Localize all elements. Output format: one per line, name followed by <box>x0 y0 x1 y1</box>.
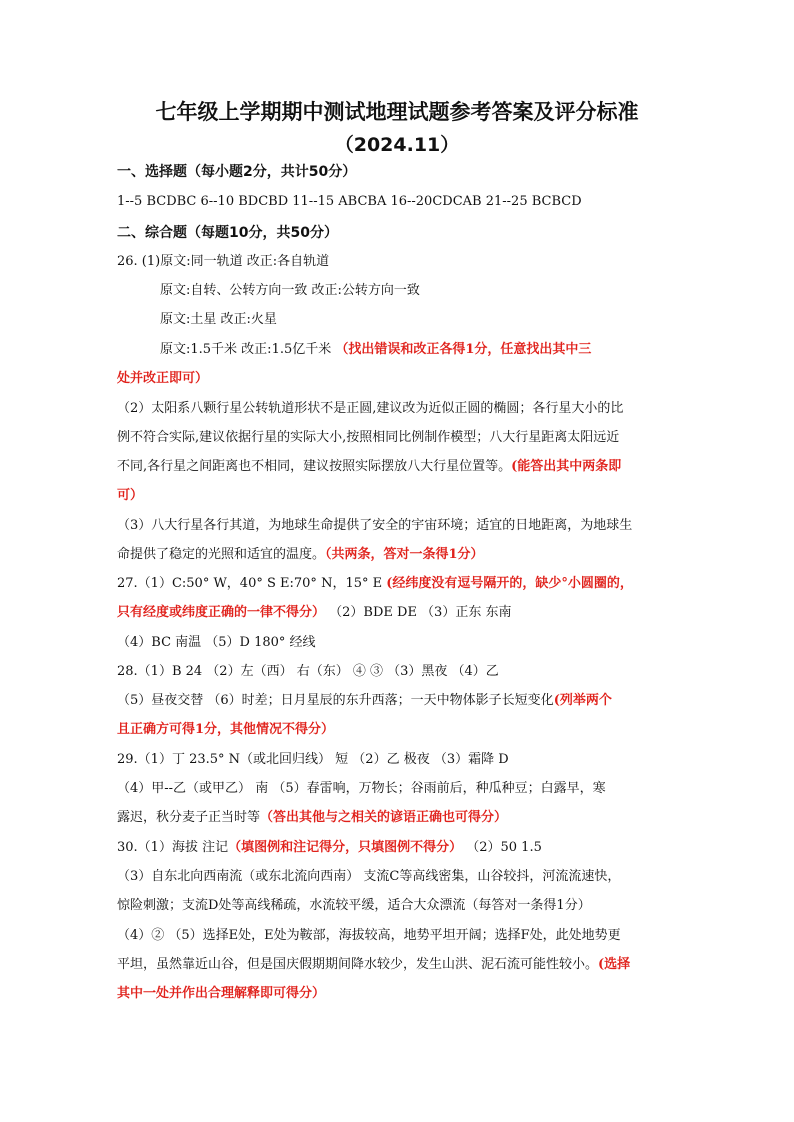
scoring-note: (能答出其中两条即 <box>511 459 622 474</box>
scoring-note: （共两条，答对一条得1分） <box>325 547 484 562</box>
answer-line <box>117 663 499 681</box>
answer-line <box>117 721 334 739</box>
scoring-note: (经纬度没有逗号隔开的，缺少°小圆圈的， <box>386 576 633 591</box>
answer-line <box>160 282 420 300</box>
answer-line <box>117 458 621 476</box>
answer-text: 29.（1）丁 23.5° N（或北回归线） 短 （2）乙 极夜 （3）霜降 D <box>117 752 509 767</box>
answer-text: （3）八大行星各行其道，为地球生命提供了安全的宇宙环境；适宜的日地距离，为地球生 <box>117 518 633 533</box>
answer-text: 28.（1）B 24 （2）左（西） 右（东） ④ ③ （3）黑夜 （4）乙 <box>117 664 499 679</box>
answer-line <box>117 604 511 622</box>
section-heading <box>117 224 338 242</box>
answer-text: 惊险刺激；支流D处等高线稀疏，水流较平缓，适合大众漂流（每答对一条得1分） <box>117 898 591 913</box>
answer-text: （4）② （5）选择E处，E处为鞍部，海拔较高，地势平坦开阔；选择F处，此处地势更 <box>117 928 621 943</box>
answer-text: 平坦，虽然靠近山谷，但是国庆假期期间降水较少，发生山洪、泥石流可能性较小。 <box>117 957 599 972</box>
answer-line <box>117 370 208 388</box>
answer-line <box>117 575 633 593</box>
document-date: （2024.11） <box>334 134 460 156</box>
document-title: 七年级上学期期中测试地理试题参考答案及评分标准 <box>155 100 639 124</box>
answer-text: 1--5 BCDBC 6--10 BDCBD 11--15 ABCBA 16--20CDCAB 21--25 BCBCD <box>117 194 582 209</box>
scoring-note: （找出错误和改正各得1分，任意找出其中三 <box>335 342 592 357</box>
answer-line <box>117 193 582 211</box>
answer-line <box>117 253 329 271</box>
answer-line <box>160 341 591 359</box>
answer-text: 30.（1）海拔 注记 <box>117 840 229 855</box>
scoring-note: (选择 <box>598 957 631 972</box>
answer-line <box>117 692 612 710</box>
answer-line <box>117 517 632 535</box>
scoring-note: 其中一处并作出合理解释即可得分） <box>117 986 326 1001</box>
scoring-note: （答出其他与之相关的谚语正确也可得分） <box>260 810 508 825</box>
answer-line <box>117 429 619 447</box>
answer-text: 二、综合题（每题10分，共50分） <box>117 225 338 241</box>
answer-text: 原文:自转、公转方向一致 改正:公转方向一致 <box>160 283 420 298</box>
answer-line <box>117 839 542 857</box>
answer-line <box>117 751 509 769</box>
answer-text: 不同,各行星之间距离也不相同，建议按照实际摆放八大行星位置等。 <box>117 459 512 474</box>
scoring-note: 只有经度或纬度正确的一律不得分） <box>117 605 326 620</box>
answer-line <box>117 780 606 798</box>
answer-text: （2）太阳系八颗行星公转轨道形状不是正圆,建议改为近似正圆的椭圆；各行星大小的比 <box>117 401 624 416</box>
scoring-note: (列举两个 <box>553 693 612 708</box>
answer-text: 27.（1）C:50° W，40° S E:70° N，15° E <box>117 576 387 591</box>
answer-text: 命提供了稳定的光照和适宜的温度。 <box>117 547 326 562</box>
answer-line <box>117 927 621 945</box>
answer-line <box>117 546 484 564</box>
scoring-note: 处并改正即可） <box>117 371 209 386</box>
answer-text: （5）昼夜交替 （6）时差；日月星辰的东升西落；一天中物体影子长短变化 <box>117 693 554 708</box>
answer-text: （4）BC 南温 （5）D 180° 经线 <box>117 635 316 650</box>
answer-text: （2）50 1.5 <box>462 840 542 855</box>
answer-text: 一、选择题（每小题2分，共计50分） <box>117 164 357 180</box>
scoring-note: 可） <box>117 488 144 503</box>
scoring-note: 且正确方可得1分，其他情况不得分） <box>117 722 335 737</box>
answer-text: 例不符合实际,建议依据行星的实际大小,按照相同比例制作模型；八大行星距离太阳远近 <box>117 430 620 445</box>
answer-line <box>117 809 507 827</box>
answer-line <box>160 311 277 329</box>
answer-text: （4）甲--乙（或甲乙） 南 （5）春雷响，万物长；谷雨前后，种瓜种豆；白露早，寒 <box>117 781 606 796</box>
section-heading <box>117 163 356 181</box>
answer-line <box>117 985 325 1003</box>
answer-line <box>117 400 623 418</box>
answer-text: 原文:1.5千米 改正:1.5亿千米 <box>160 342 336 357</box>
answer-line <box>117 634 316 652</box>
scoring-note: （填图例和注记得分，只填图例不得分） <box>228 840 463 855</box>
answer-text: 露迟，秋分麦子正当时等 <box>117 810 261 825</box>
answer-text: 26. (1)原文:同一轨道 改正:各自轨道 <box>117 254 330 269</box>
answer-line <box>117 487 143 505</box>
answer-text: （3）自东北向西南流（或东北流向西南） 支流C等高线密集，山谷较抖，河流流速快， <box>117 869 621 884</box>
answer-text: （2）BDE DE （3）正东 东南 <box>325 605 512 620</box>
answer-line <box>117 897 591 915</box>
answer-text: 原文:土星 改正:火星 <box>160 312 277 327</box>
answer-line <box>117 868 620 886</box>
answer-line <box>117 956 630 974</box>
